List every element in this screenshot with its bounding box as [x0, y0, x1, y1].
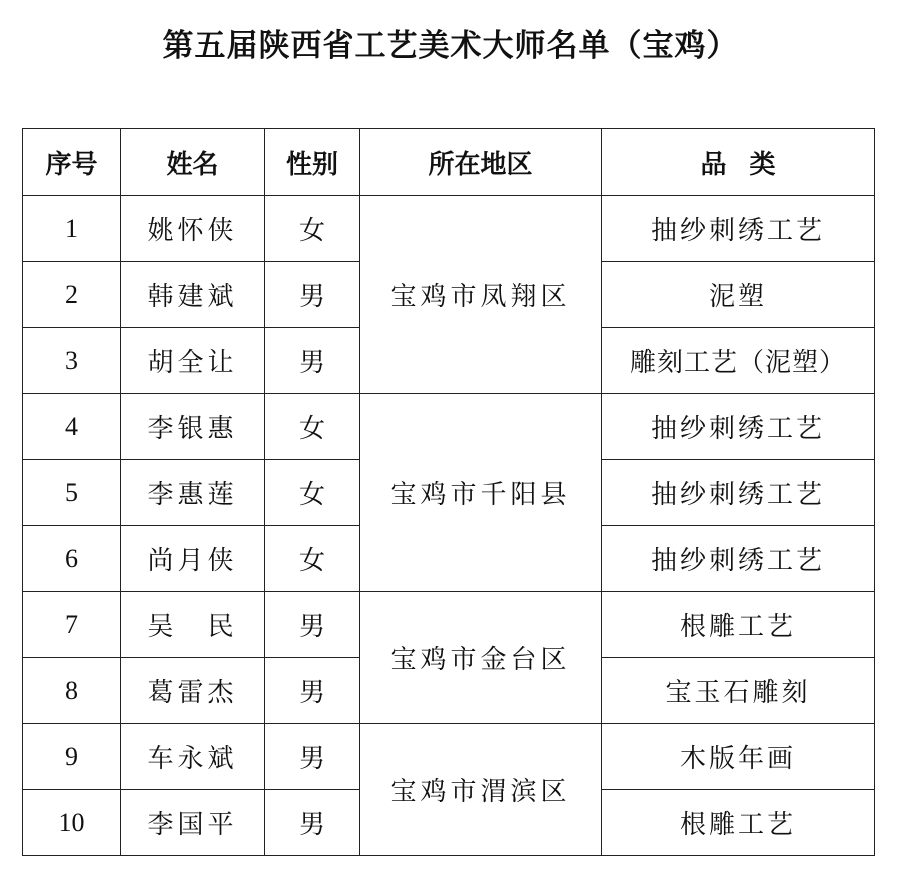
row-name: 胡全让 [121, 328, 265, 394]
document-title: 第五届陕西省工艺美术大师名单（宝鸡） [162, 28, 739, 64]
row-gender: 女 [265, 196, 360, 262]
row-category: 宝玉石雕刻 [602, 658, 875, 724]
table-row [23, 724, 875, 790]
row-index: 2 [23, 262, 121, 328]
row-index: 7 [23, 592, 121, 658]
header-row [23, 129, 875, 196]
row-gender: 男 [265, 790, 360, 856]
region-cell: 宝鸡市凤翔区 [360, 196, 602, 394]
row-name: 李惠莲 [121, 460, 265, 526]
region-cell: 宝鸡市金台区 [360, 592, 602, 724]
row-name: 吴 民 [121, 592, 265, 658]
row-category: 抽纱刺绣工艺 [602, 196, 875, 262]
row-category: 根雕工艺 [602, 592, 875, 658]
header-category: 品 类 [602, 129, 875, 196]
row-name: 李银惠 [121, 394, 265, 460]
row-category: 根雕工艺 [602, 790, 875, 856]
row-index: 6 [23, 526, 121, 592]
row-name: 姚怀侠 [121, 196, 265, 262]
table-row [23, 394, 875, 460]
row-category: 抽纱刺绣工艺 [602, 526, 875, 592]
row-gender: 男 [265, 262, 360, 328]
table-row [23, 592, 875, 658]
row-index: 1 [23, 196, 121, 262]
row-category: 抽纱刺绣工艺 [602, 394, 875, 460]
row-category: 雕刻工艺（泥塑） [602, 328, 875, 394]
row-gender: 男 [265, 328, 360, 394]
header-index: 序号 [23, 129, 121, 196]
row-index: 9 [23, 724, 121, 790]
row-name: 尚月侠 [121, 526, 265, 592]
row-index: 4 [23, 394, 121, 460]
row-gender: 男 [265, 592, 360, 658]
row-index: 8 [23, 658, 121, 724]
header-region: 所在地区 [360, 129, 602, 196]
row-name: 车永斌 [121, 724, 265, 790]
row-name: 韩建斌 [121, 262, 265, 328]
row-index: 3 [23, 328, 121, 394]
row-name: 李国平 [121, 790, 265, 856]
row-gender: 女 [265, 526, 360, 592]
masters-table [22, 128, 875, 856]
row-index: 5 [23, 460, 121, 526]
region-cell: 宝鸡市渭滨区 [360, 724, 602, 856]
row-name: 葛雷杰 [121, 658, 265, 724]
row-gender: 女 [265, 460, 360, 526]
row-gender: 男 [265, 658, 360, 724]
row-index: 10 [23, 790, 121, 856]
region-cell: 宝鸡市千阳县 [360, 394, 602, 592]
table-row [23, 196, 875, 262]
row-category: 木版年画 [602, 724, 875, 790]
row-gender: 女 [265, 394, 360, 460]
row-category: 抽纱刺绣工艺 [602, 460, 875, 526]
header-name: 姓名 [121, 129, 265, 196]
header-gender: 性别 [265, 129, 360, 196]
row-gender: 男 [265, 724, 360, 790]
row-category: 泥塑 [602, 262, 875, 328]
